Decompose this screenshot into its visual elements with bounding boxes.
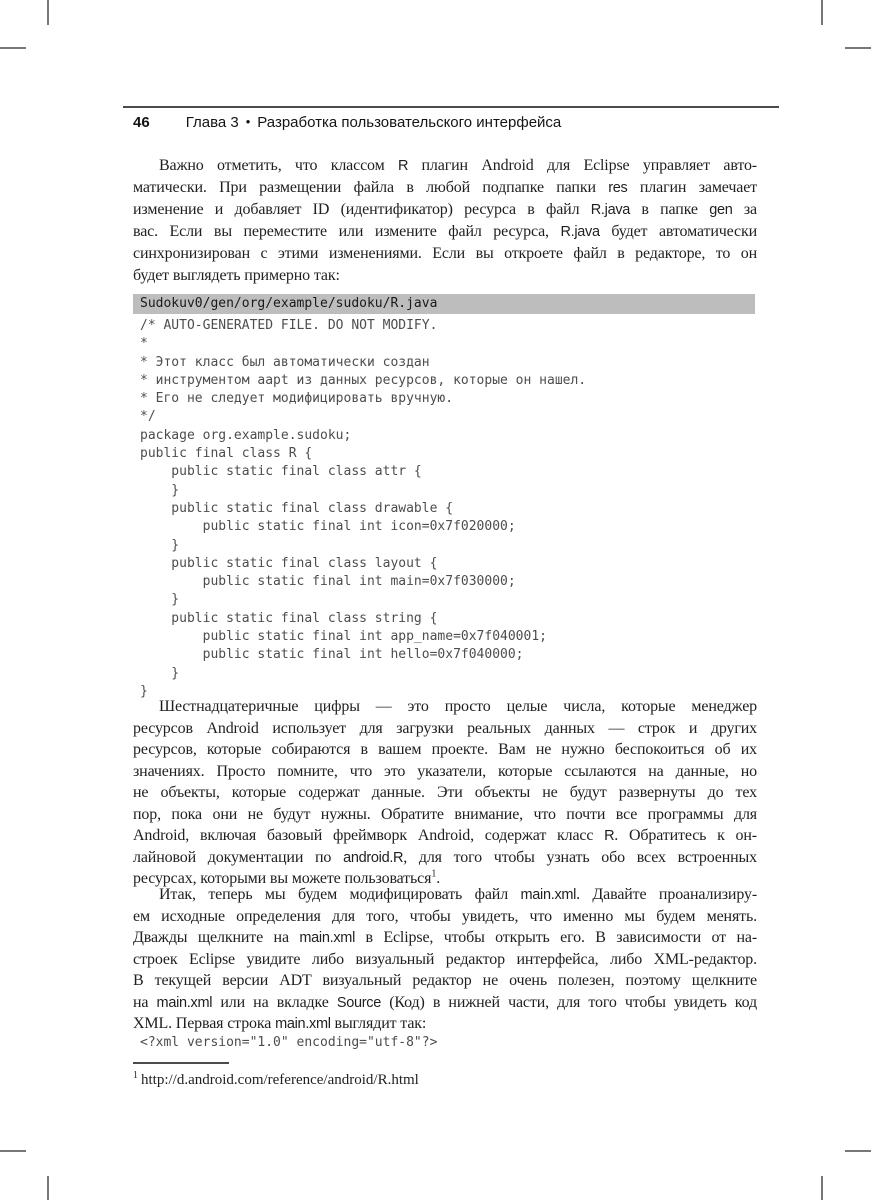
crop-mark-bottom-left-vertical <box>47 1176 49 1200</box>
text-line: не объекты, которые содержат данные. Эти объекты не будут развернуты до тех <box>133 784 757 801</box>
code-line: */ <box>140 409 156 425</box>
code-line: } <box>140 665 180 681</box>
text-line: ресурсах, которыми вы можете пользоваться$^1$. <box>133 868 441 887</box>
crop-mark-bottom-left-horizontal <box>0 1150 26 1152</box>
code-line: } <box>140 683 148 699</box>
chapter-title: Разработка пользовательского интерфейса <box>257 114 562 131</box>
paragraph-hex-numbers <box>133 696 757 890</box>
text-line: XML. Первая строка main.xml выглядит так: <box>133 1015 427 1032</box>
code-line: } <box>140 592 180 608</box>
crop-mark-bottom-right-vertical <box>821 1176 823 1200</box>
footnote <box>133 1070 757 1090</box>
code-line: public static final int hello=0x7f040000; <box>140 647 524 663</box>
text-line: ресурсов, которые собираются в вашем проекте. Вам не нужно беспокоиться об их <box>133 741 757 758</box>
text-line: на main.xml или на вкладке Source (Код) в нижней части, для того чтобы увидеть код <box>133 993 757 1011</box>
code-line: public static final class attr { <box>140 464 422 480</box>
crop-mark-top-right-vertical <box>821 0 823 25</box>
text-line: пор, пока они не будут нужны. Обратите внимание, что почти все программы для <box>133 805 757 823</box>
text-line: лайновой документации по android.R, для того чтобы узнать обо всех встроенных <box>133 848 757 866</box>
crop-mark-top-left-vertical <box>47 0 49 25</box>
text-line: В текущей версии ADT визуальный редактор не очень полезен, поэтому щелкните <box>133 972 757 989</box>
code-line: public final class R { <box>140 446 313 462</box>
text-line: Важно отметить, что классом R плагин Android для Eclipse управляет авто- <box>159 157 757 174</box>
code-line: public static final int main=0x7f030000; <box>140 574 516 590</box>
bullet-separator: • <box>245 114 251 129</box>
text-line: изменение и добавляет ID (идентификатор) ресурса в файл R.java в папке gen за <box>133 201 757 218</box>
code-line: /* AUTO-GENERATED FILE. DO NOT MODIFY. <box>140 318 438 333</box>
text-line: будет выглядеть примерно так: <box>133 267 340 284</box>
text-line: Дважды щелкните на main.xml в Eclipse, чтобы открыть его. В зависимости от на- <box>133 929 757 946</box>
code-line: public static final class layout { <box>140 555 438 571</box>
text-line: вас. Если вы переместите или измените файл ресурса, R.java будет автоматически <box>133 223 757 240</box>
code-line-xml-declaration: <?xml version="1.0" encoding="utf-8"?> <box>140 1035 438 1050</box>
code-line: * Его не следует модифицировать вручную. <box>140 391 454 407</box>
footnote-rule <box>133 1062 229 1064</box>
paragraph-intro-r-class <box>133 155 757 287</box>
code-line: public static final class string { <box>140 610 438 626</box>
paragraph-main-xml <box>133 884 757 1035</box>
footnote-marker: 1 <box>133 1070 138 1081</box>
text-line: ем исходные определения для того, чтобы увидеть, что именно мы будем менять. <box>133 907 757 925</box>
footnote-url: http://d.android.com/reference/android/R.html <box>141 1072 419 1088</box>
text-line: строек Eclipse увидите либо визуальный редактор интерфейса, либо XML-редактор. <box>133 950 757 968</box>
text-line: синхронизирован с этими изменениями. Если вы откроете файл в редакторе, то он <box>133 245 757 262</box>
running-head <box>133 114 757 136</box>
text-line: ресурсов Android использует для загрузки реальных данных — строк и других <box>133 719 757 737</box>
crop-mark-top-right-horizontal <box>845 47 871 49</box>
text-line: значениях. Просто помните, что это указатели, которые ссылаются на данные, но <box>133 762 757 780</box>
code-line: } <box>140 482 180 498</box>
text-line: Итак, теперь мы будем модифицировать файл main.xml. Давайте проанализиру- <box>159 886 757 903</box>
code-line: } <box>140 537 180 553</box>
crop-mark-top-left-horizontal <box>0 47 26 49</box>
text-line: матически. При размещении файла в любой подпапке папки res плагин замечает <box>133 179 757 196</box>
crop-mark-bottom-right-horizontal <box>845 1150 871 1152</box>
code-line: * инструментом aapt из данных ресурсов, которые он нашел. <box>140 372 587 388</box>
running-head-rule <box>123 106 779 108</box>
text-line: Android, включая базовый фреймворк Android, содержат класс R. Обратитесь к он- <box>133 827 757 844</box>
chapter-label: Глава 3 <box>185 114 239 131</box>
code-line: package org.example.sudoku; <box>140 427 352 443</box>
code-line: * Этот класс был автоматически создан <box>140 354 430 370</box>
code-listing-r-java <box>140 317 756 701</box>
code-line: public static final class drawable { <box>140 500 454 516</box>
text-line: Шестнадцатеричные цифры — это просто целые числа, которые менеджер <box>159 698 757 715</box>
code-line: public static final int icon=0x7f020000; <box>140 519 516 535</box>
code-line: * <box>140 336 148 352</box>
code-line: public static final int app_name=0x7f040001; <box>140 629 547 645</box>
code-listing-title-bar: Sudokuv0/gen/org/example/sudoku/R.java <box>133 294 755 314</box>
page-number: 46 <box>133 114 150 131</box>
